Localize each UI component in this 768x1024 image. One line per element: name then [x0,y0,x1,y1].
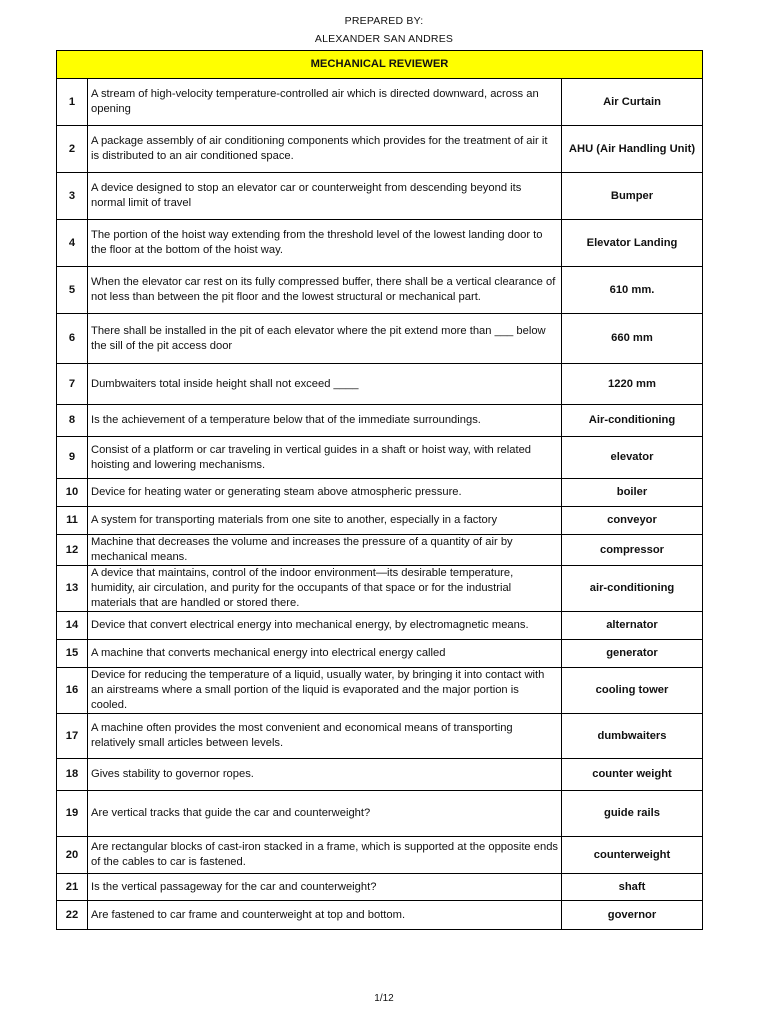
table-row [57,405,703,437]
question-cell: Consist of a platform or car traveling in vertical guides in a shaft or hoist way, with related hoisting and lowering mechanisms. [88,437,562,479]
row-number: 18 [57,759,88,791]
table-title: MECHANICAL REVIEWER [57,51,703,79]
question-cell: Machine that decreases the volume and increases the pressure of a quantity of air by mechanical means. [88,535,562,566]
table-row [57,535,703,566]
table-row [57,126,703,173]
table-row [57,874,703,901]
question-cell: The portion of the hoist way extending from the threshold level of the lowest landing door to the floor at the bottom of the hoist way. [88,220,562,267]
table-row [57,612,703,640]
answer-cell: 1220 mm [562,364,703,405]
table-row [57,791,703,837]
question-cell: Dumbwaiters total inside height shall not exceed ____ [88,364,562,405]
answer-cell: counterweight [562,837,703,874]
table-row [57,267,703,314]
table-title-row [57,51,703,79]
question-cell: A machine that converts mechanical energy into electrical energy called [88,640,562,668]
answer-cell: cooling tower [562,668,703,714]
table-row [57,640,703,668]
table-row [57,714,703,759]
table-row [57,507,703,535]
answer-cell: AHU (Air Handling Unit) [562,126,703,173]
answer-cell: compressor [562,535,703,566]
table-row [57,314,703,364]
row-number: 13 [57,566,88,612]
question-cell: A device that maintains, control of the indoor environment—its desirable temperature, humidity, air circulation, and purity for the occupants of that space or for the industrial materials that are handled or stored there. [88,566,562,612]
table-row [57,437,703,479]
question-cell: Are fastened to car frame and counterweight at top and bottom. [88,901,562,930]
row-number: 21 [57,874,88,901]
question-cell: Device for heating water or generating steam above atmospheric pressure. [88,479,562,507]
row-number: 3 [57,173,88,220]
table-row [57,566,703,612]
row-number: 19 [57,791,88,837]
answer-cell: Air-conditioning [562,405,703,437]
answer-cell: conveyor [562,507,703,535]
question-cell: Device that convert electrical energy into mechanical energy, by electromagnetic means. [88,612,562,640]
table-row [57,220,703,267]
question-cell: Device for reducing the temperature of a liquid, usually water, by bringing it into contact with an airstreams where a small portion of the liquid is evaporated and the major portion is cooled. [88,668,562,714]
question-cell: Is the achievement of a temperature below that of the immediate surroundings. [88,405,562,437]
answer-cell: generator [562,640,703,668]
answer-cell: air-conditioning [562,566,703,612]
answer-cell: alternator [562,612,703,640]
row-number: 9 [57,437,88,479]
answer-cell: Elevator Landing [562,220,703,267]
answer-cell: 660 mm [562,314,703,364]
question-cell: Are vertical tracks that guide the car and counterweight? [88,791,562,837]
table-row [57,479,703,507]
row-number: 16 [57,668,88,714]
question-cell: A device designed to stop an elevator car or counterweight from descending beyond its normal limit of travel [88,173,562,220]
question-cell: A machine often provides the most convenient and economical means of transporting relatively small articles between levels. [88,714,562,759]
row-number: 6 [57,314,88,364]
table-row [57,759,703,791]
prepared-by-label: PREPARED BY: [344,15,424,27]
answer-cell: shaft [562,874,703,901]
question-cell: Gives stability to governor ropes. [88,759,562,791]
row-number: 10 [57,479,88,507]
row-number: 5 [57,267,88,314]
question-cell: A package assembly of air conditioning components which provides for the treatment of air it is distributed to an air conditioned space. [88,126,562,173]
answer-cell: governor [562,901,703,930]
page-number: 1/12 [374,993,394,1004]
question-cell: Are rectangular blocks of cast-iron stacked in a frame, which is supported at the opposite ends of the cables to car is fastened. [88,837,562,874]
table-row [57,837,703,874]
answer-cell: guide rails [562,791,703,837]
row-number: 22 [57,901,88,930]
question-cell: There shall be installed in the pit of each elevator where the pit extend more than ___ below the sill of the pit access door [88,314,562,364]
author-name: ALEXANDER SAN ANDRES [314,33,454,45]
question-cell: A stream of high-velocity temperature-controlled air which is directed downward, across an opening [88,79,562,126]
row-number: 12 [57,535,88,566]
row-number: 15 [57,640,88,668]
answer-cell: 610 mm. [562,267,703,314]
row-number: 1 [57,79,88,126]
row-number: 11 [57,507,88,535]
question-cell: When the elevator car rest on its fully compressed buffer, there shall be a vertical clearance of not less than between the pit floor and the lowest structural or mechanical part. [88,267,562,314]
table-row [57,173,703,220]
question-cell: Is the vertical passageway for the car and counterweight? [88,874,562,901]
table-row [57,364,703,405]
answer-cell: counter weight [562,759,703,791]
table-row [57,901,703,930]
row-number: 7 [57,364,88,405]
table-row [57,668,703,714]
row-number: 8 [57,405,88,437]
question-cell: A system for transporting materials from one site to another, especially in a factory [88,507,562,535]
table-row [57,79,703,126]
row-number: 14 [57,612,88,640]
answer-cell: dumbwaiters [562,714,703,759]
answer-cell: Bumper [562,173,703,220]
reviewer-table [56,50,703,930]
answer-cell: boiler [562,479,703,507]
row-number: 20 [57,837,88,874]
answer-cell: elevator [562,437,703,479]
row-number: 17 [57,714,88,759]
row-number: 2 [57,126,88,173]
row-number: 4 [57,220,88,267]
answer-cell: Air Curtain [562,79,703,126]
